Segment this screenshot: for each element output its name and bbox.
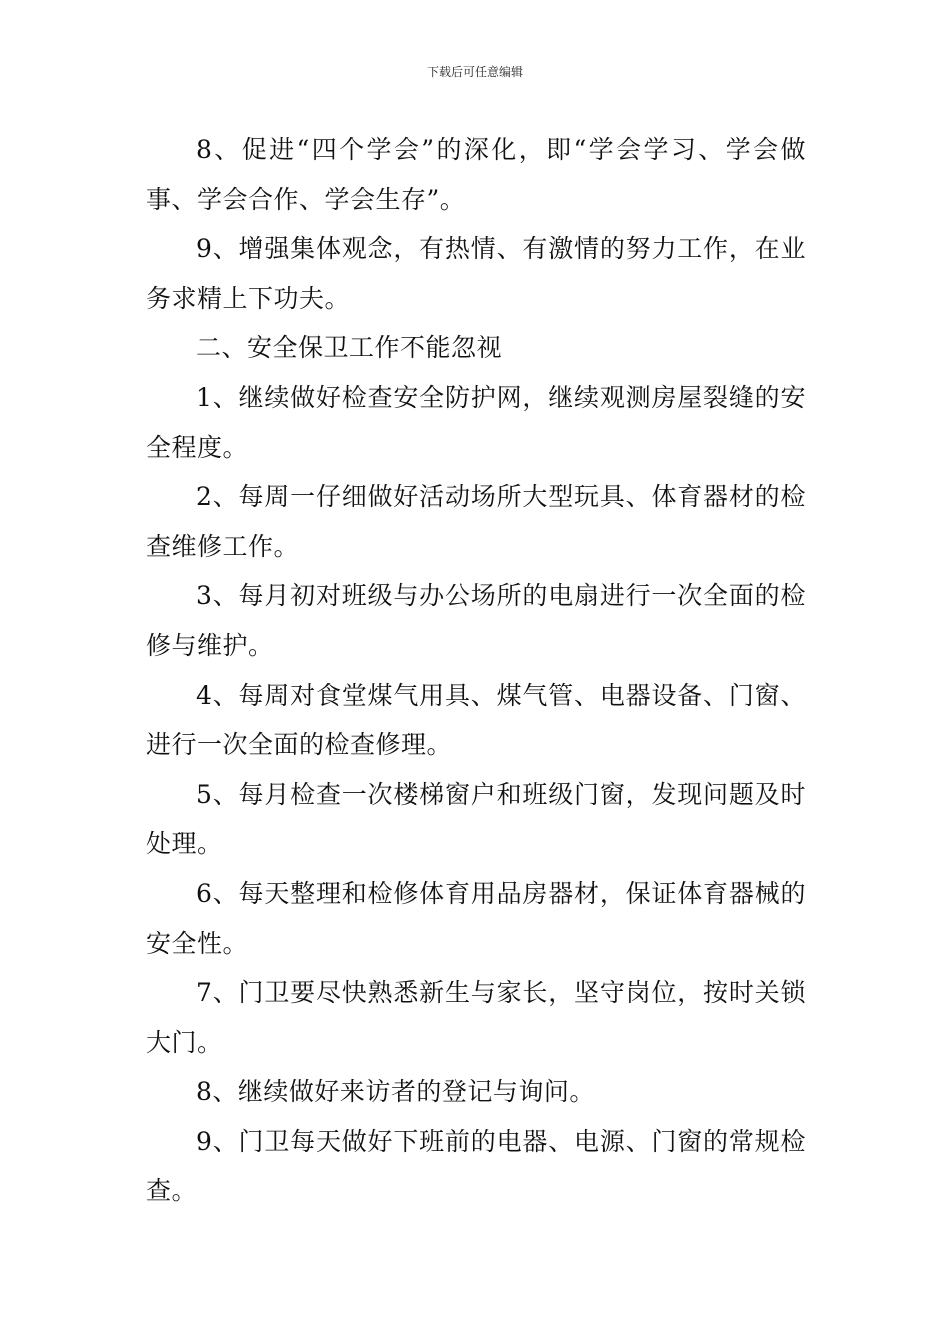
paragraph-security-5: 5、每月检查一次楼梯窗户和班级门窗，发现问题及时处理。	[146, 779, 806, 859]
paragraph-security-7: 7、门卫要尽快熟悉新生与家长，坚守岗位，按时关锁大门。	[146, 978, 806, 1057]
paragraph-security-9: 9、门卫每天做好下班前的电器、电源、门窗的常规检查。	[146, 1126, 806, 1206]
paragraph-item-8-four-learnings: 8、促进“四个学会”的深化，即“学会学习、学会做事、学会合作、学会生存”。	[146, 135, 806, 214]
paragraph-security-6: 6、每天整理和检修体育用品房器材，保证体育器械的安全性。	[146, 878, 806, 958]
paragraph-security-4: 4、每周对食堂煤气用具、煤气管、电器设备、门窗、进行一次全面的检查修理。	[146, 680, 806, 760]
section-heading-security: 二、安全保卫工作不能忽视	[196, 333, 503, 363]
paragraph-item-9-collective: 9、增强集体观念，有热情、有激情的努力工作，在业务求精上下功夫。	[146, 234, 806, 313]
paragraph-security-1: 1、继续做好检查安全防护网，继续观测房屋裂缝的安全程度。	[146, 382, 806, 462]
document-body	[146, 125, 806, 1216]
paragraph-security-2: 2、每周一仔细做好活动场所大型玩具、体育器材的检查维修工作。	[146, 482, 806, 561]
page-header: 下载后可任意编辑	[426, 65, 523, 79]
paragraph-security-3: 3、每月初对班级与办公场所的电扇进行一次全面的检修与维护。	[146, 581, 806, 660]
paragraph-security-8: 8、继续做好来访者的登记与询问。	[196, 1077, 595, 1107]
